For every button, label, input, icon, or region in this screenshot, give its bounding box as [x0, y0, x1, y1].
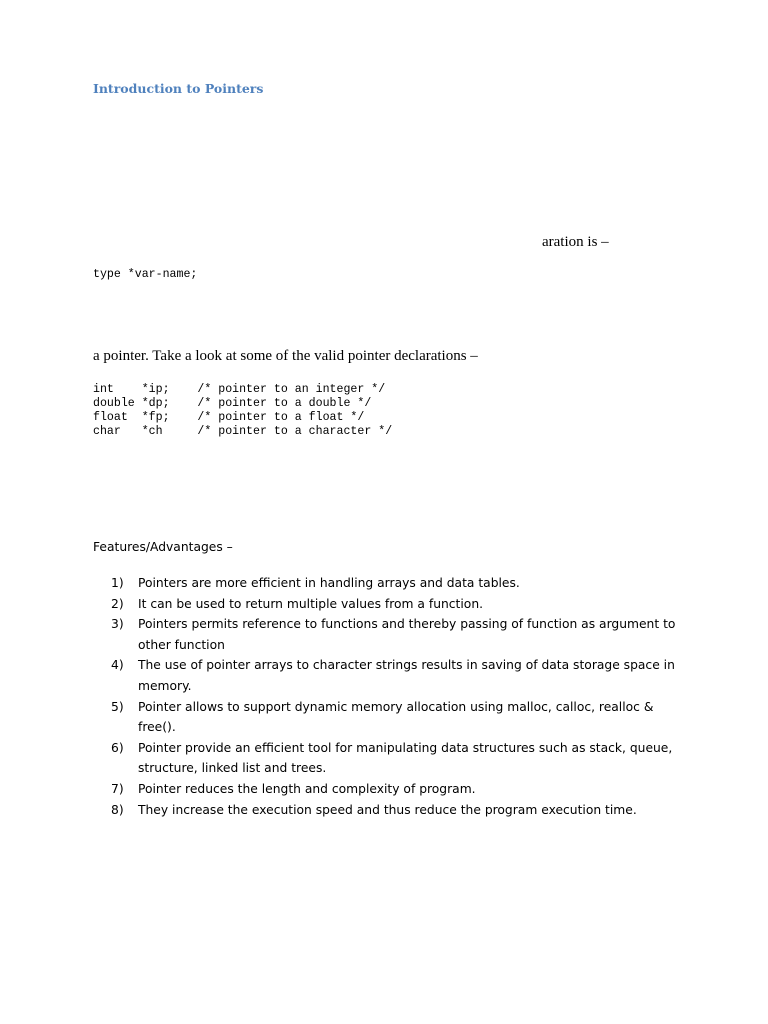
pointer-intro-text: a pointer. Take a look at some of the valid pointer declarations – — [93, 348, 478, 364]
list-text: Pointer allows to support dynamic memory allocation using malloc, calloc, realloc & free(). — [138, 699, 654, 735]
list-text: Pointer reduces the length and complexity of program. — [138, 781, 476, 796]
list-item — [93, 738, 683, 779]
list-item — [93, 594, 683, 615]
features-heading: Features/Advantages – — [93, 540, 233, 554]
code-line: int *ip; /* pointer to an integer */ — [93, 383, 386, 396]
list-text: Pointers permits reference to functions and thereby passing of function as argument to other function — [138, 617, 676, 652]
declaration-fragment: aration is – — [542, 234, 609, 250]
list-number: 7) — [111, 781, 124, 796]
list-item — [93, 573, 683, 594]
list-number: 8) — [111, 802, 124, 817]
code-line: float *fp; /* pointer to a float */ — [93, 410, 365, 424]
code-line: double *dp; /* pointer to a double */ — [93, 396, 372, 410]
list-item — [93, 800, 683, 821]
list-text: Pointer provide an efficient tool for manipulating data structures such as stack, queue, structure, linked list and trees. — [138, 740, 673, 776]
list-item — [93, 614, 683, 655]
list-number: 6) — [111, 740, 124, 755]
list-item — [93, 697, 683, 738]
list-number: 5) — [111, 699, 124, 714]
list-text: It can be used to return multiple values from a function. — [138, 596, 484, 611]
list-text: The use of pointer arrays to character strings results in saving of data storage space in memory. — [138, 658, 675, 693]
list-number: 2) — [111, 596, 124, 611]
list-item — [93, 779, 683, 800]
page-title: Introduction to Pointers — [93, 81, 264, 96]
code-line: char *ch /* pointer to a character */ — [93, 424, 393, 438]
list-number: 4) — [111, 658, 124, 673]
syntax-code: type *var-name; — [93, 268, 198, 281]
example-code-block — [93, 383, 392, 439]
list-number: 3) — [111, 617, 124, 632]
list-text: They increase the execution speed and thus reduce the program execution time. — [138, 802, 637, 817]
list-text: Pointers are more efficient in handling arrays and data tables. — [138, 576, 520, 590]
features-list — [93, 573, 683, 820]
list-number: 1) — [111, 576, 124, 590]
list-item — [93, 655, 683, 696]
